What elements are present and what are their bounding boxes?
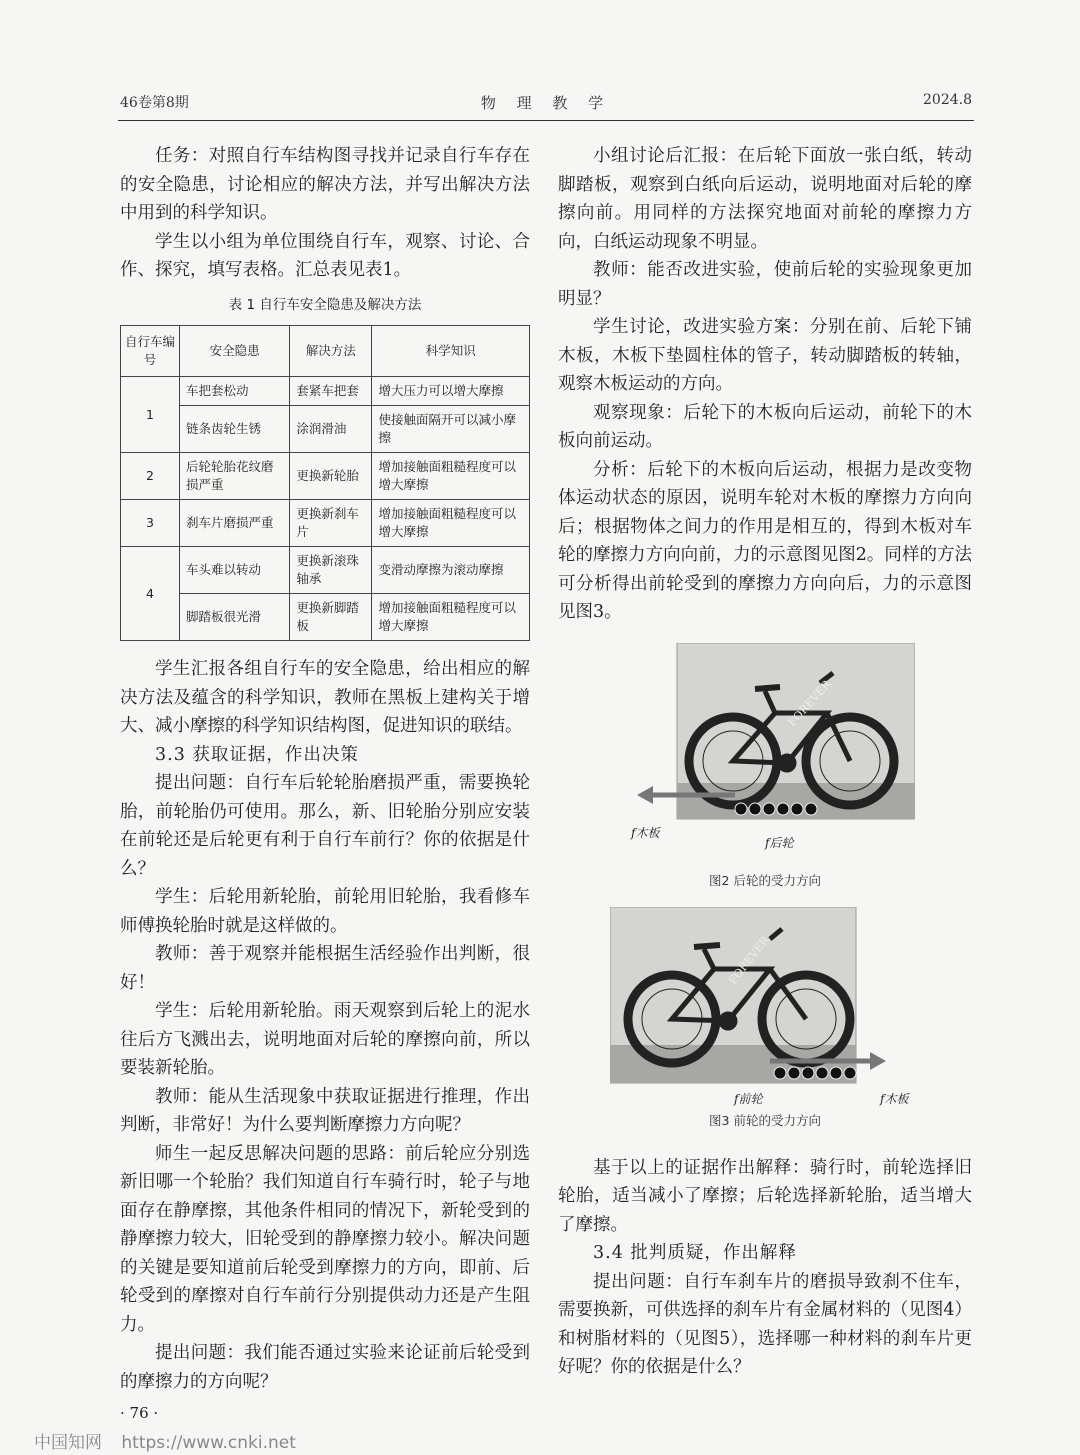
paragraph: 学生：后轮用新轮胎。雨天观察到后轮上的泥水往后方飞溅出去，说明地面对后轮的摩擦向前，所以要装新轮胎。 xyxy=(120,1001,530,1078)
table-row xyxy=(121,406,530,453)
paragraph: 学生讨论，改进实验方案：分别在前、后轮下铺木板，木板下垫圆柱体的管子，转动脚踏板的转轴，观察木板运动的方向。 xyxy=(558,317,972,394)
paragraph: 师生一起反思解决问题的思路：前后轮应分别选新旧哪一个轮胎？我们知道自行车骑行时，轮子与地面存在静摩擦，其他条件相同的情况下，新轮受到的静摩擦力较大，旧轮受到的静摩擦力较小。解决问题的关键是要知道前后轮受到摩擦力的方向，即前、后轮受到的摩擦对自行车前行分别提供动力还是产生阻力。 xyxy=(120,1143,530,1335)
right-column xyxy=(558,142,972,1382)
paragraph: 提出问题：自行车刹车片的磨损导致刹不住车，需要换新，可供选择的刹车片有金属材料的（见图4）和树脂材料的（见图5），选择哪一种材料的刹车片更好呢？你的依据是什么？ xyxy=(558,1271,972,1377)
header-rule xyxy=(118,120,974,121)
figure-2 xyxy=(615,643,915,873)
section-heading-3-3: 3.3 获取证据，作出决策 xyxy=(155,744,359,765)
paragraph: 任务：对照自行车结构图寻找并记录自行车存在的安全隐患，讨论相应的解决方法，并写出解决方法中用到的科学知识。 xyxy=(120,146,530,223)
running-header xyxy=(120,92,972,116)
force-label-wheel: f后轮 xyxy=(765,835,794,850)
paragraph: 教师：善于观察并能根据生活经验作出判断，很好！ xyxy=(120,944,530,993)
force-label-board: f木板 xyxy=(880,1092,909,1106)
table-row xyxy=(121,547,530,594)
table-caption: 表 1 自行车安全隐患及解决方法 xyxy=(228,296,422,313)
watermark-url: https://www.cnki.net xyxy=(121,1433,296,1453)
table-cell: 增大压力可以增大摩擦 xyxy=(372,377,530,406)
paragraph: 提出问题：我们能否通过实验来论证前后轮受到的摩擦力的方向呢？ xyxy=(120,1343,530,1392)
journal-title: 物 理 教 学 xyxy=(480,94,612,112)
table-cell: 更换新滚珠轴承 xyxy=(290,547,372,594)
table-cell: 增加接触面粗糙程度可以增大摩擦 xyxy=(372,594,530,641)
table-cell: 车头难以转动 xyxy=(180,547,290,594)
section-heading-3-4: 3.4 批判质疑，作出解释 xyxy=(593,1243,797,1263)
table-row xyxy=(121,594,530,641)
table-cell: 更换新脚踏板 xyxy=(290,594,372,641)
page-number: · 76 · xyxy=(120,1404,159,1422)
bike-id-cell: 1 xyxy=(121,377,180,453)
table-cell: 套紧车把套 xyxy=(290,377,372,406)
table-cell: 更换新刹车片 xyxy=(290,500,372,547)
table-cell: 涂润滑油 xyxy=(290,406,372,453)
header-cell: 安全隐患 xyxy=(180,326,290,377)
paragraph: 学生以小组为单位围绕自行车，观察、讨论、合作、探究，填写表格。汇总表见表1。 xyxy=(120,231,530,280)
table-cell: 链条齿轮生锈 xyxy=(180,406,290,453)
rear-wheel-photo xyxy=(615,643,915,853)
paragraph: 学生：后轮用新轮胎，前轮用旧轮胎，我看修车师傅换轮胎时就是这样做的。 xyxy=(120,887,530,936)
left-column xyxy=(120,142,530,1396)
bike-brand-text: FOREVER xyxy=(785,677,834,729)
table-cell: 刹车片磨损严重 xyxy=(180,500,290,547)
watermark-brand: 中国知网 xyxy=(34,1433,102,1453)
bike-id-cell: 2 xyxy=(121,453,180,500)
paragraph: 小组讨论后汇报：在后轮下面放一张白纸，转动脚踏板，观察到白纸向后运动，说明地面对后轮的摩擦向前。用同样的方法探究地面对前轮的摩擦力方向，白纸运动现象不明显。 xyxy=(558,146,972,252)
table-cell: 增加接触面粗糙程度可以增大摩擦 xyxy=(372,453,530,500)
table-row xyxy=(121,377,530,406)
bike-id-cell: 3 xyxy=(121,500,180,547)
figure-2-caption: 图2 后轮的受力方向 xyxy=(709,872,821,888)
paragraph: 提出问题：自行车后轮轮胎磨损严重，需要换轮胎，前轮胎仍可使用。那么，新、旧轮胎分别应安装在前轮还是后轮更有利于自行车前行？你的依据是什么？ xyxy=(120,773,530,879)
volume-label: 46卷第8期 xyxy=(120,95,189,111)
table-cell: 增加接触面粗糙程度可以增大摩擦 xyxy=(372,500,530,547)
table-header-row xyxy=(121,326,530,377)
table-cell: 使接触面隔开可以减小摩擦 xyxy=(372,406,530,453)
table-cell: 变滑动摩擦为滚动摩擦 xyxy=(372,547,530,594)
force-label-wheel: f前轮 xyxy=(734,1092,763,1106)
header-cell: 自行车编号 xyxy=(121,326,180,377)
header-cell: 科学知识 xyxy=(372,326,530,377)
figure-3 xyxy=(610,907,920,1106)
table-row xyxy=(121,453,530,500)
front-wheel-photo xyxy=(610,907,920,1103)
table-cell: 更换新轮胎 xyxy=(290,453,372,500)
paragraph: 分析：后轮下的木板向后运动，根据力是改变物体运动状态的原因，说明车轮对木板的摩擦力方向向后；根据物体之间力的作用是相互的，得到木板对车轮的摩擦力方向向前，力的示意图见图2。同样的方法可分析得出前轮受到的摩擦力方向向后，力的示意图见图3。 xyxy=(558,459,972,622)
paragraph: 教师：能从生活现象中获取证据进行推理，作出判断，非常好！为什么要判断摩擦力方向呢？ xyxy=(120,1086,530,1135)
table-cell: 后轮轮胎花纹磨损严重 xyxy=(180,453,290,500)
header-cell: 解决方法 xyxy=(290,326,372,377)
issue-date: 2024.8 xyxy=(923,92,972,108)
table-cell: 脚踏板很光滑 xyxy=(180,594,290,641)
hazard-table xyxy=(120,325,530,641)
bike-id-cell: 4 xyxy=(121,547,180,641)
paragraph: 基于以上的证据作出解释：骑行时，前轮选择旧轮胎，适当减小了摩擦；后轮选择新轮胎，适当增大了摩擦。 xyxy=(558,1157,972,1235)
table-cell: 车把套松动 xyxy=(180,377,290,406)
figure-3-caption: 图3 前轮的受力方向 xyxy=(709,1113,821,1128)
table-row xyxy=(121,500,530,547)
paragraph: 教师：能否改进实验，使前后轮的实验现象更加明显？ xyxy=(558,260,972,309)
force-label-board: f木板 xyxy=(631,825,660,840)
bike-brand-text: FOREVER xyxy=(726,933,772,987)
paragraph: 学生汇报各组自行车的安全隐患，给出相应的解决方法及蕴含的科学知识，教师在黑板上建构关于增大、减小摩擦的科学知识结构图，促进知识的联结。 xyxy=(120,659,530,736)
cnki-watermark xyxy=(34,1428,310,1453)
paragraph: 观察现象：后轮下的木板向后运动，前轮下的木板向前运动。 xyxy=(558,402,972,451)
